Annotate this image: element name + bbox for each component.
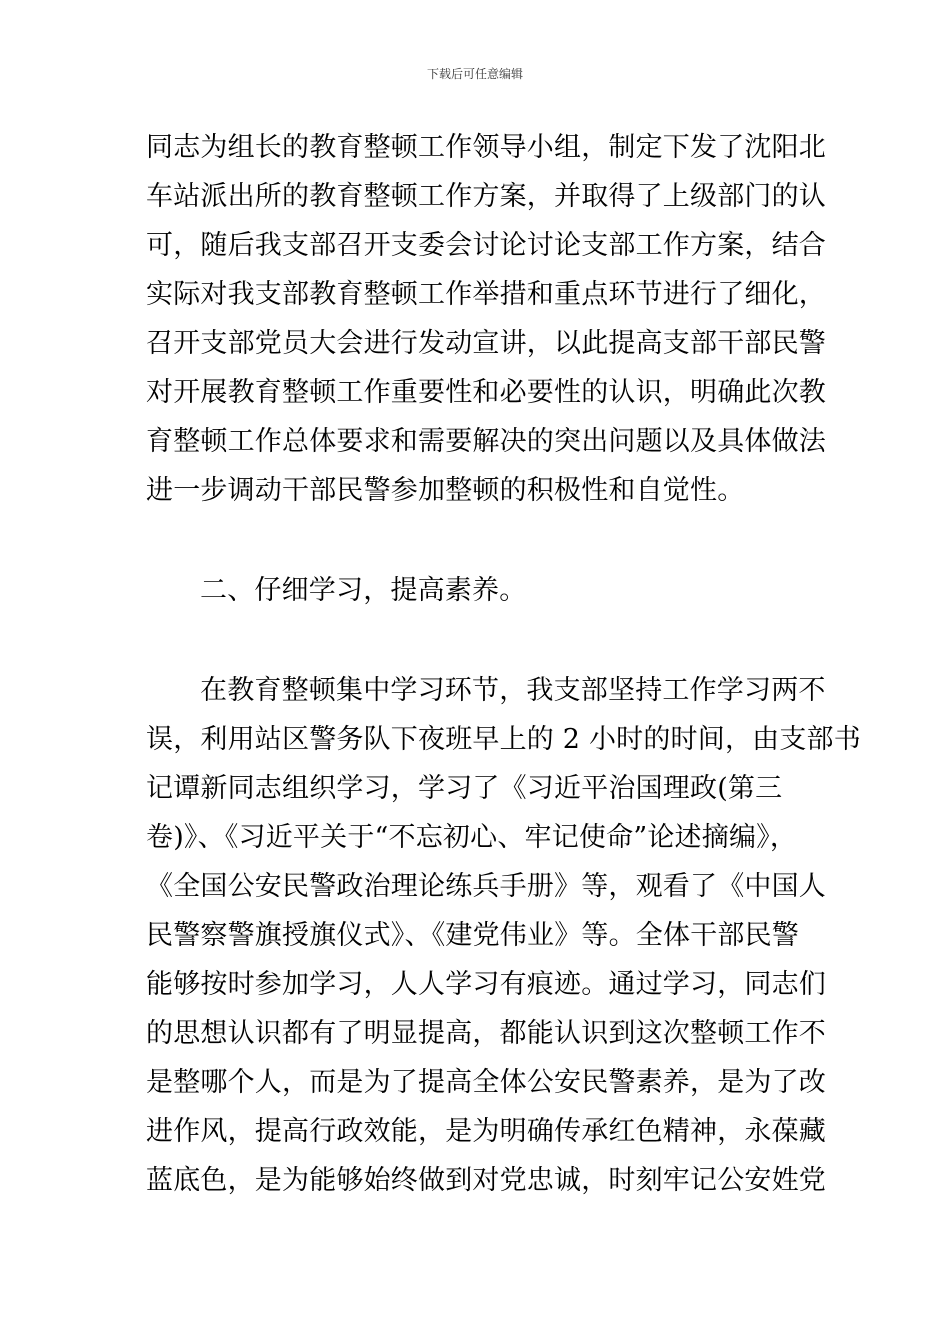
paragraph-line: 同志为组长的教育整顿工作领导小组，制定下发了沈阳北 [146,132,826,163]
download-note: 下载后可任意编辑 [426,67,523,81]
paragraph-line: 是整哪个人，而是为了提高全体公安民警素养，是为了改 [146,1067,826,1098]
paragraph-line: 车站派出所的教育整顿工作方案，并取得了上级部门的认 [146,181,826,212]
paragraph-line: 进作风，提高行政效能，是为明确传承红色精神，永葆藏 [146,1116,826,1147]
paragraph-line: 进一步调动干部民警参加整顿的积极性和自觉性。 [146,475,745,506]
paragraph-line: 的思想认识都有了明显提高，都能认识到这次整顿工作不 [146,1018,826,1049]
paragraph-line: 记谭新同志组织学习，学习了《习近平治国理政(第三 [146,773,783,804]
paragraph-line: 能够按时参加学习，人人学习有痕迹。通过学习，同志们 [146,969,826,1000]
section-heading: 二、仔细学习，提高素养。 [200,575,527,606]
paragraph-line: 对开展教育整顿工作重要性和必要性的认识，明确此次教 [146,377,826,408]
paragraph-line: 可，随后我支部召开支委会讨论讨论支部工作方案，结合 [146,230,826,261]
paragraph-line: 育整顿工作总体要求和需要解决的突出问题以及具体做法 [146,426,826,457]
paragraph-line: 卷)》、《习近平关于“不忘初心、牢记使命”论述摘编》， [146,822,798,853]
paragraph-line: 在教育整顿集中学习环节，我支部坚持工作学习两不 [200,675,826,706]
paragraph-line: 《全国公安民警政治理论练兵手册》等，观看了《中国人 [146,871,826,902]
paragraph-line: 召开支部党员大会进行发动宣讲，以此提高支部干部民警 [146,328,826,359]
paragraph-line: 误，利用站区警务队下夜班早上的 2 小时的时间，由支部书 [146,724,861,755]
paragraph-line: 民警察警旗授旗仪式》、《建党伟业》等。全体干部民警 [146,920,799,951]
paragraph-line: 蓝底色，是为能够始终做到对党忠诚，时刻牢记公安姓党 [146,1165,826,1196]
paragraph-line: 实际对我支部教育整顿工作举措和重点环节进行了细化， [146,279,826,310]
